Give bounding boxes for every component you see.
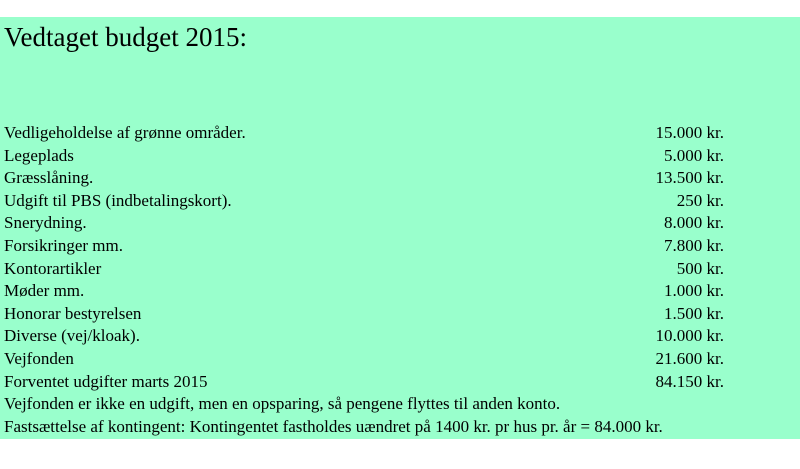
budget-row-amount: 250 kr. xyxy=(676,190,724,210)
budget-row-amount: 7.800 kr. xyxy=(664,235,724,255)
budget-row-road-fund xyxy=(4,348,800,371)
budget-row-label: Udgift til PBS (indbetalingskort). xyxy=(4,190,232,210)
budget-row-amount: 8.000 kr. xyxy=(664,213,724,233)
budget-row-label: Vejfonden xyxy=(4,348,74,368)
budget-row-meetings xyxy=(4,280,800,303)
budget-row-pbs xyxy=(4,190,800,213)
budget-row-snow-clearing xyxy=(4,212,800,235)
page-title: Vedtaget budget 2015: xyxy=(4,22,247,52)
budget-row-amount: 15.000 kr. xyxy=(655,123,724,142)
budget-row-amount: 10.000 kr. xyxy=(655,326,724,346)
budget-row-amount: 1.500 kr. xyxy=(664,303,724,323)
budget-row-amount: 5.000 kr. xyxy=(664,145,724,165)
budget-row-amount: 84.150 kr. xyxy=(655,371,724,391)
membership-fee-note: Fastsættelse af kontingent: Kontingentet fastholdes uændret på 1400 kr. pr hus pr. år = 84.000 kr. xyxy=(4,416,663,436)
budget-row-amount: 1.000 kr. xyxy=(664,281,724,301)
budget-row-insurance xyxy=(4,235,800,258)
budget-row-lawn-mowing xyxy=(4,167,800,190)
budget-list xyxy=(4,122,800,438)
budget-row-amount: 21.600 kr. xyxy=(655,348,724,368)
budget-row-playground xyxy=(4,145,800,168)
budget-row-label: Kontorartikler xyxy=(4,258,102,278)
budget-row-office-supplies xyxy=(4,258,800,281)
budget-row-misc xyxy=(4,325,800,348)
budget-row-amount: 13.500 kr. xyxy=(655,168,724,188)
budget-row-total xyxy=(4,371,800,394)
budget-row-label: Forventet udgifter marts 2015 xyxy=(4,371,208,391)
budget-row-maintenance xyxy=(4,122,800,145)
budget-row-label: Snerydning. xyxy=(4,213,87,233)
budget-row-label: Græsslåning. xyxy=(4,168,94,188)
budget-row-label: Legeplads xyxy=(4,145,74,165)
budget-row-label: Forsikringer mm. xyxy=(4,235,123,255)
budget-panel xyxy=(0,17,800,439)
budget-row-label: Honorar bestyrelsen xyxy=(4,303,142,323)
budget-row-board-fee xyxy=(4,303,800,326)
budget-row-label: Møder mm. xyxy=(4,281,85,301)
budget-row-amount: 500 kr. xyxy=(676,258,724,278)
budget-row-label: Diverse (vej/kloak). xyxy=(4,326,140,346)
road-fund-note: Vejfonden er ikke en udgift, men en opsparing, så pengene flyttes til anden konto. xyxy=(4,394,561,414)
budget-row-label: Vedligeholdelse af grønne områder. xyxy=(4,123,246,142)
